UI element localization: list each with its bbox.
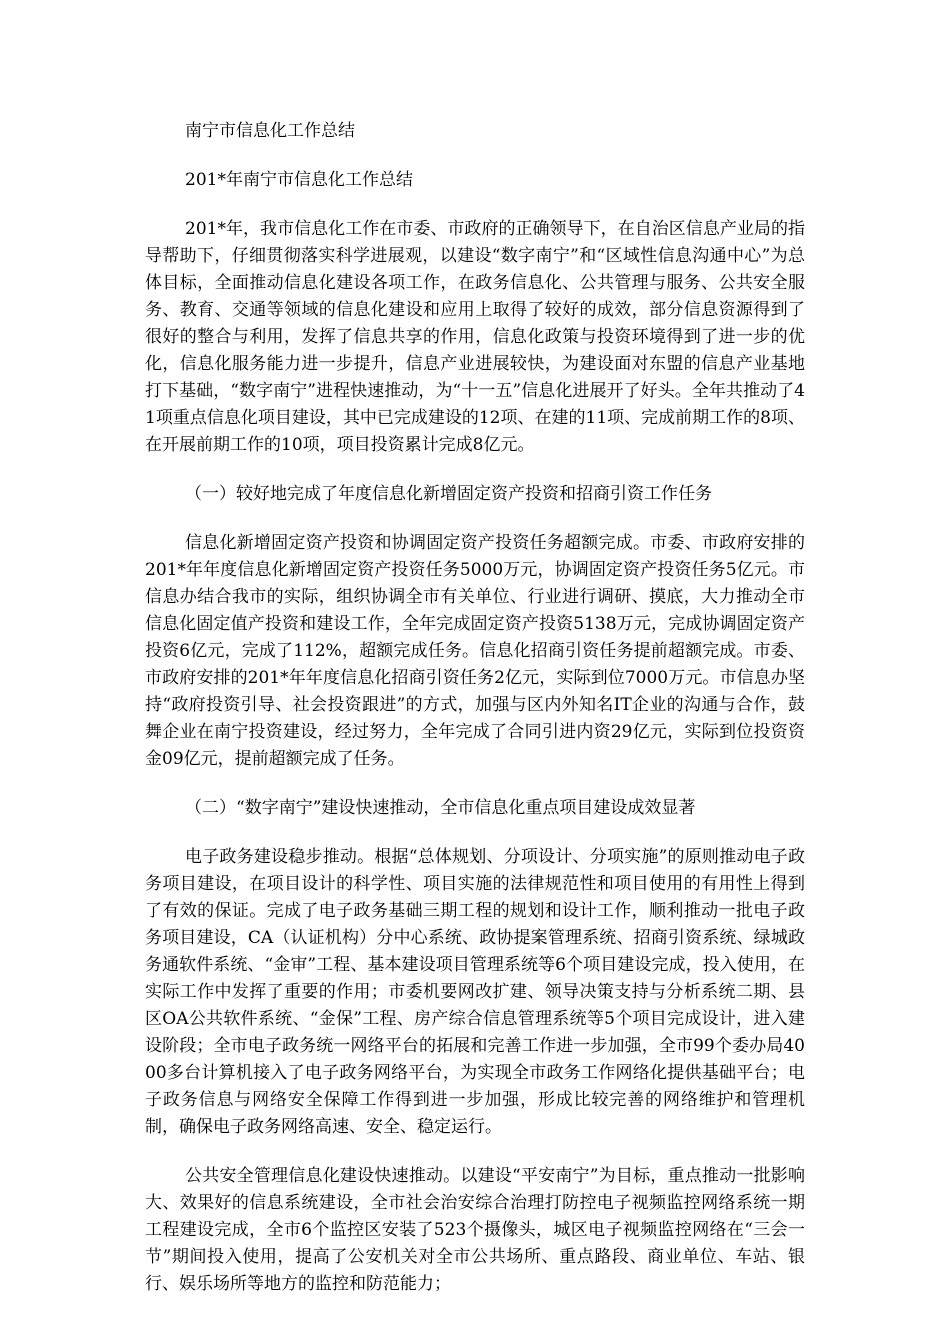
e-government-paragraph: 电子政务建设稳步推动。根据“总体规划、分项设计、分项实施”的原则推动电子政务项目建设，在项目设计的科学性、项目实施的法律规范性和项目使用的有用性上得到了有效的保证。完成了电子政务基础三期工程的规划和设计工作，顺利推动一批电子政务项目建设，CA（认证机构）分中心系统、政协提案管理系统、招商引资系统、绿城政务通软件系统、“金审”工程、基本建设项目管理系统等6个项目建设完成，投入使用，在实际工作中发挥了重要的作用；市委机要网改扩建、领导决策支持与分析系统二期、县区OA公共软件系统、“金保”工程、房产综合信息管理系统等5个项目完成设计，进入建设阶段；全市电子政务统一网络平台的拓展和完善工作进一步加强，全市99个委办局4000多台计算机接入了电子政务网络平台，为实现全市政务工作网络化提供基础平台；电子政务信息与网络安全保障工作得到进一步加强，形成比较完善的网络维护和管理机制，确保电子政务网络高速、安全、稳定运行。 xyxy=(145,847,805,1137)
public-safety-paragraph: 公共安全管理信息化建设快速推动。以建设“平安南宁”为目标，重点推动一批影响大、效果好的信息系统建设，全市社会治安综合治理打防控电子视频监控网络系统一期工程建设完成，全市6个监控区安装了523个摄像头，城区电子视频监控网络在“三会一节”期间投入使用，提高了公安机关对全市公共场所、重点路段、商业单位、车站、银行、娱乐场所等地方的监控和防范能力； xyxy=(145,1166,805,1294)
intro-paragraph: 201*年，我市信息化工作在市委、市政府的正确领导下，在自治区信息产业局的指导帮助下，仔细贯彻落实科学进展观，以建设“数字南宁”和“区域性信息沟通中心”为总体目标，全面推动信息化建设各项工作，在政务信息化、公共管理与服务、公共安全服务、教育、交通等领域的信息化建设和应用上取得了较好的成效，部分信息资源得到了很好的整合与利用，发挥了信息共享的作用，信息化政策与投资环境得到了进一步的优化，信息化服务能力进一步提升，信息产业进展较快，为建设面对东盟的信息产业基地打下基础，“数字南宁”进程快速推动，为“十一五”信息化进展开了好头。全年共推动了41项重点信息化项目建设，其中已完成建设的12项、在建的11项、完成前期工作的8项、在开展前期工作的10项，项目投资累计完成8亿元。 xyxy=(145,219,805,455)
section-1-paragraph: 信息化新增固定资产投资和协调固定资产投资任务超额完成。市委、市政府安排的201*年年度信息化新增固定资产投资任务5000万元，协调固定资产投资任务5亿元。市信息办结合我市的实际，组织协调全市有关单位、行业进行调研、摸底，大力推动全市信息化固定值产投资和建设工作，全年完成固定资产投资5138万元，完成协调固定资产投资6亿元，完成了112%，超额完成任务。信息化招商引资任务提前超额完成。市委、市政府安排的201*年年度信息化招商引资任务2亿元，实际到位7000万元。市信息办坚持“政府投资引导、社会投资跟进”的方式，加强与区内外知名IT企业的沟通与合作，鼓舞企业在南宁投资建设，经过努力，全年完成了合同引进内资29亿元，实际到位投资资金09亿元，提前超额完成了任务。 xyxy=(145,533,805,769)
section-heading-1: （一）较好地完成了年度信息化新增固定资产投资和招商引资工作任务 xyxy=(185,484,712,504)
section-heading-2: （二）“数字南宁”建设快速推动，全市信息化重点项目建设成效显著 xyxy=(185,798,696,818)
document-subtitle: 201*年南宁市信息化工作总结 xyxy=(185,170,413,190)
document-body xyxy=(145,118,805,1298)
document-title: 南宁市信息化工作总结 xyxy=(185,121,355,141)
